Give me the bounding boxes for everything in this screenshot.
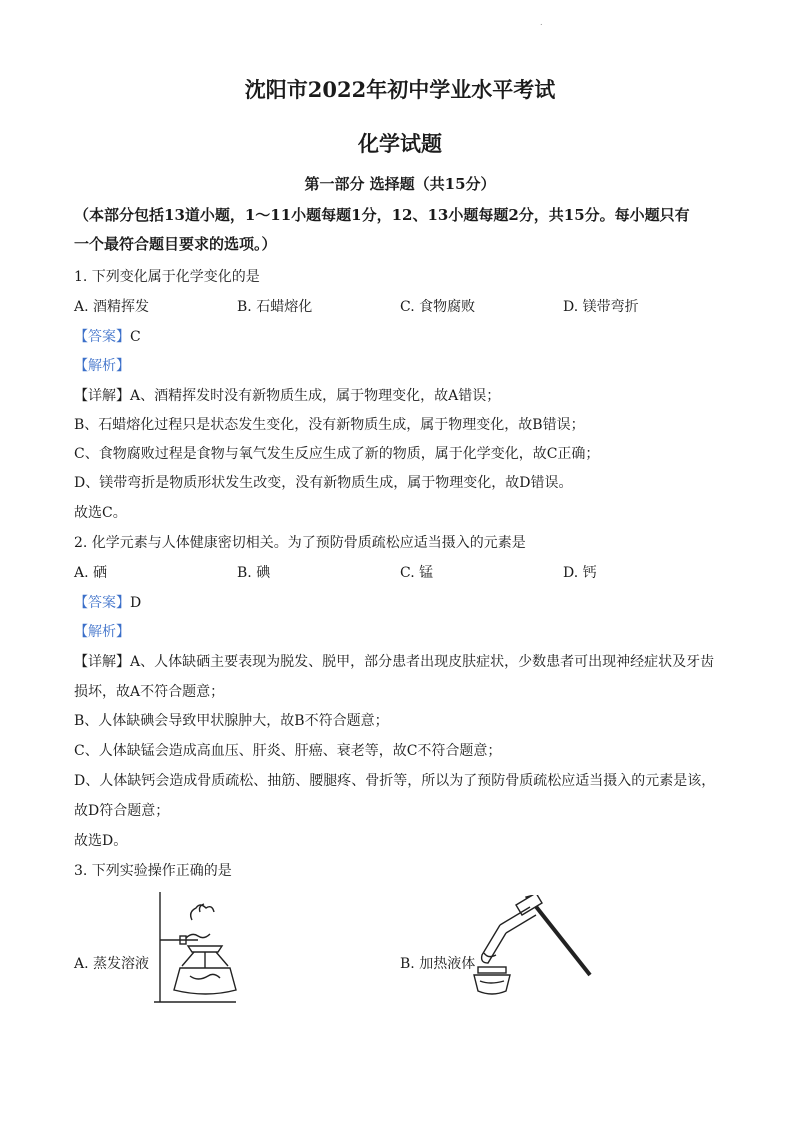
section-title: 第一部分 选择题（共15分） — [304, 175, 496, 193]
heating-liquid-figure — [470, 895, 595, 1005]
q2-option-b: B. 碘 — [237, 565, 271, 581]
answer-tag: 【答案】 — [74, 595, 130, 611]
q2-detail-3: B、人体缺碘会导致甲状腺肿大，故B不符合题意； — [74, 713, 389, 729]
q2-stem: 2. 化学元素与人体健康密切相关。为了预防骨质疏松应适当摄入的元素是 — [74, 535, 526, 551]
q3-stem: 3. 下列实验操作正确的是 — [74, 863, 232, 879]
q1-analysis-tag: 【解析】 — [74, 358, 130, 374]
q1-detail-1: 【详解】A、酒精挥发时没有新物质生成，属于物理变化，故A错误； — [74, 388, 501, 404]
q1-option-d: D. 镁带弯折 — [563, 299, 639, 315]
page-subtitle: 化学试题 — [358, 131, 442, 156]
q2-detail-6: 故D符合题意； — [74, 803, 170, 819]
q1-option-b: B. 石蜡熔化 — [237, 299, 313, 315]
q1-detail-4: D、镁带弯折是物质形状发生改变，没有新物质生成，属于物理变化，故D错误。 — [74, 475, 573, 491]
q2-option-c: C. 锰 — [400, 565, 434, 581]
evaporation-apparatus-figure — [150, 890, 240, 1008]
section-note-line-1: （本部分包括13道小题，1～11小题每题1分，12、13小题每题2分，共15分。每小题只有 — [74, 206, 690, 224]
q2-option-a: A. 硒 — [74, 565, 108, 581]
q2-detail-2: 损坏，故A不符合题意； — [74, 684, 225, 700]
answer-value: D — [130, 595, 142, 611]
q3-option-b: B. 加热液体 — [400, 956, 476, 972]
page-title: 沈阳市2022年初中学业水平考试 — [244, 77, 556, 102]
q3-option-a: A. 蒸发溶液 — [74, 956, 150, 972]
q1-option-c: C. 食物腐败 — [400, 299, 476, 315]
q1-answer — [74, 326, 141, 346]
q2-detail-7: 故选D。 — [74, 833, 128, 849]
header-dot: . — [540, 18, 543, 27]
q1-detail-5: 故选C。 — [74, 505, 127, 521]
section-note-line-2: 一个最符合题目要求的选项。） — [74, 235, 277, 253]
q2-option-d: D. 钙 — [563, 565, 597, 581]
answer-value: C — [130, 329, 141, 345]
q2-analysis-tag: 【解析】 — [74, 624, 130, 640]
answer-tag: 【答案】 — [74, 329, 130, 345]
q1-option-a: A. 酒精挥发 — [74, 299, 150, 315]
q2-detail-5: D、人体缺钙会造成骨质疏松、抽筋、腰腿疼、骨折等，所以为了预防骨质疏松应适当摄入的元素是该， — [74, 773, 716, 789]
q2-detail-1: 【详解】A、人体缺硒主要表现为脱发、脱甲，部分患者出现皮肤症状，少数患者可出现神经症状及牙齿 — [74, 654, 715, 670]
q2-detail-4: C、人体缺锰会造成高血压、肝炎、肝癌、衰老等，故C不符合题意； — [74, 743, 502, 759]
q2-answer — [74, 592, 141, 612]
q1-detail-3: C、食物腐败过程是食物与氧气发生反应生成了新的物质，属于化学变化，故C正确； — [74, 446, 600, 462]
q1-stem: 1. 下列变化属于化学变化的是 — [74, 269, 260, 285]
q1-detail-2: B、石蜡熔化过程只是状态发生变化，没有新物质生成，属于物理变化，故B错误； — [74, 417, 585, 433]
